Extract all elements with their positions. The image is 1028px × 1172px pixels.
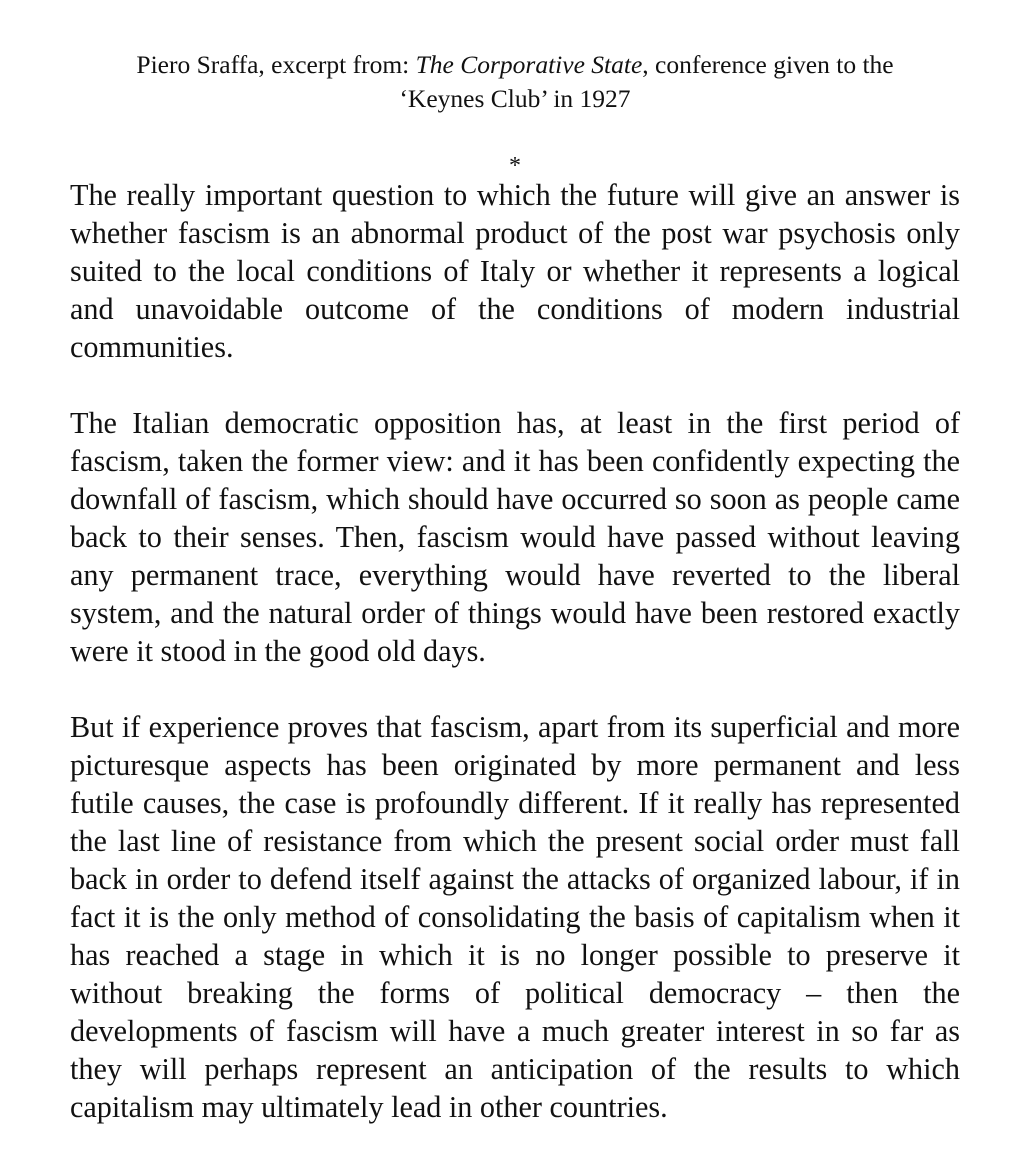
paragraph: But if experience proves that fascism, apart from its superficial and more picturesque aspects has been originated by more permanent and less futile causes, the case is profoundly different. If it really has represented the last line of resistance from which the present social order must fall back in order to defend itself against the attacks of organized labour, if in fact it is the only method of consolidating the basis of capitalism when it has reached a stage in which it is no longer possible to preserve it without breaking the forms of political democracy – then the developments of fascism will have a much greater interest in so far as they will perhaps represent an anticipation of the results to which capitalism may ultimately lead in other countries.	[70, 710, 960, 1124]
document-body	[70, 176, 960, 1126]
work-title: The Corporative State	[415, 50, 643, 79]
section-separator: *	[509, 153, 521, 179]
attribution-suffix: , conference given to the ‘Keynes Club’ in 1927	[399, 50, 894, 113]
attribution-prefix: Piero Sraffa, excerpt from:	[136, 50, 416, 79]
paragraph: The really important question to which the future will give an answer is whether fascism is an abnormal product of the post war psychosis only suited to the local conditions of Italy or whether it represents a logical and unavoidable outcome of the conditions of modern industrial communities.	[70, 178, 960, 364]
document-page	[70, 48, 960, 1126]
document-header	[100, 48, 930, 116]
paragraph: The Italian democratic opposition has, at least in the first period of fascism, taken the former view: and it has been confidently expecting the downfall of fascism, which should have occurred so soon as people came back to their senses. Then, fascism would have passed without leaving any permanent trace, everything would have reverted to the liberal system, and the natural order of things would have been restored exactly were it stood in the good old days.	[70, 406, 960, 668]
